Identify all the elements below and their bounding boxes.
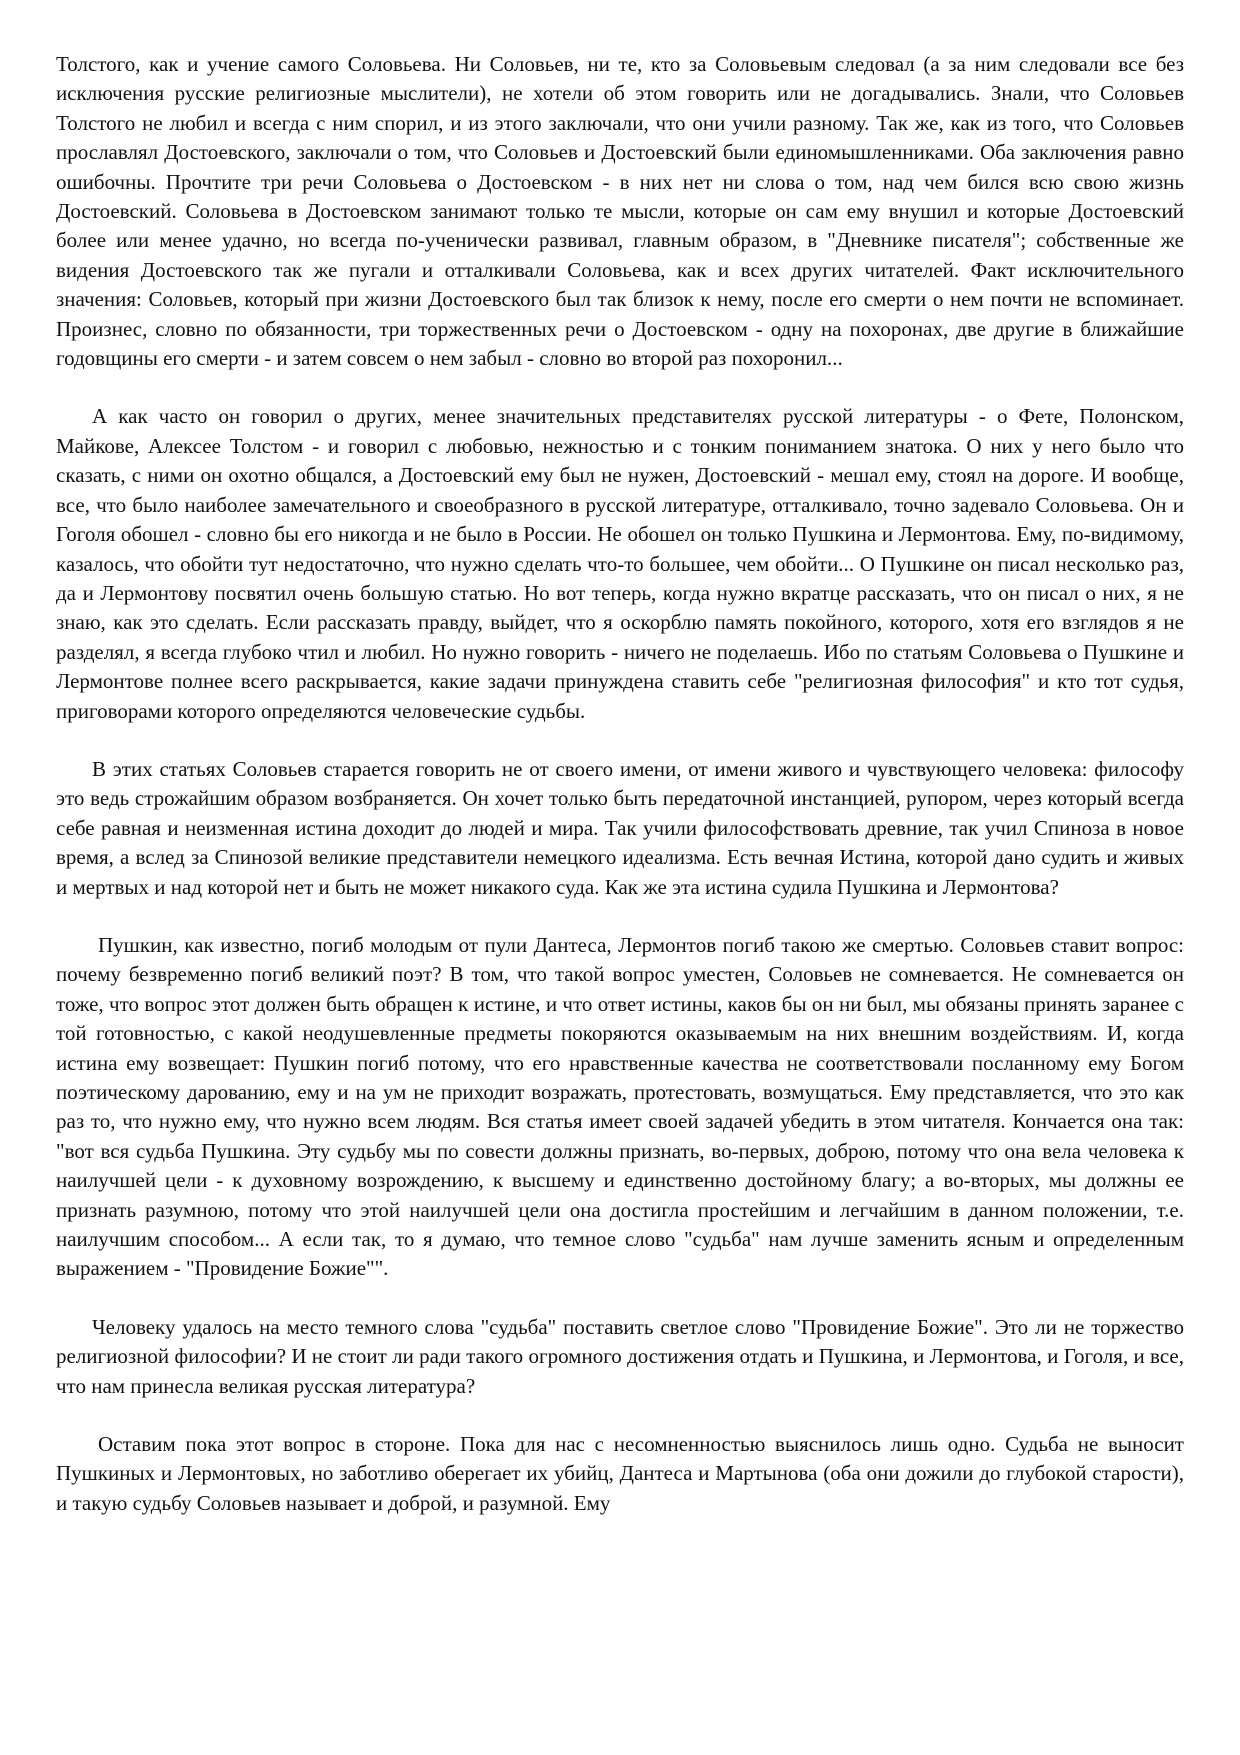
- paragraph-1: Толстого, как и учение самого Соловьева. Ни Соловьев, ни те, кто за Соловьевым следовал (а за ним следовали все без исключения русские религиозные мыслители), не хотели об этом говорить или не догадывались. Знали, что Соловьев Толстого не любил и всегда с ним спорил, и из этого заключали, что они учили разному. Так же, как из того, что Соловьев прославлял Достоевского, заключали о том, что Соловьев и Достоевский были единомышленниками. Оба заключения равно ошибочны. Прочтите три речи Соловьева о Достоевском - в них нет ни слова о том, над чем бился всю свою жизнь Достоевский. Соловьева в Достоевском занимают только те мысли, которые он сам ему внушил и которые Достоевский более или менее удачно, но всегда по-ученически развивал, главным образом, в "Дневнике писателя"; собственные же видения Достоевского так же пугали и отталкивали Соловьева, как и всех других читателей. Факт исключительного значения: Соловьев, который при жизни Достоевского был так близок к нему, после его смерти о нем почти не вспоминает. Произнес, словно по обязанности, три торжественных речи о Достоевском - одну на похоронах, две другие в ближайшие годовщины его смерти - и затем совсем о нем забыл - словно во второй раз похоронил...: [56, 52, 1184, 371]
- paragraph-5: Человеку удалось на место темного слова "судьба" поставить светлое слово "Провидение Божие". Это ли не торжество религиозной философии? И не стоит ли ради такого огромного достижения отдать и Пушкина, и Лермонтова, и Гоголя, и все, что нам принесла великая русская литература?: [56, 1314, 1184, 1398]
- paragraph-3: В этих статьях Соловьев старается говорить не от своего имени, от имени живого и чувствующего человека: философу это ведь строжайшим образом возбраняется. Он хочет только быть передаточной инстанцией, рупором, через который всегда себе равная и неизменная истина доходит до людей и мира. Так учили философствовать древние, так учил Спиноза в новое время, а вслед за Спинозой великие представители немецкого идеализма. Есть вечная Истина, которой дано судить и живых и мертвых и над которой нет и быть не может никакого суда. Как же эта истина судила Пушкина и Лермонтова?: [56, 756, 1184, 899]
- paragraph-2: А как часто он говорил о других, менее значительных представителях русской литературы - о Фете, Полонском, Майкове, Алексее Толстом - и говорил с любовью, нежностью и с тонким пониманием знатока. О них у него было что сказать, с ними он охотно общался, а Достоевский ему был не нужен, Достоевский - мешал ему, стоял на дороге. И вообще, все, что было наиболее замечательного и своеобразного в русской литературе, отталкивало, точно задевало Соловьева. Он и Гоголя обошел - словно бы его никогда и не было в России. Не обошел он только Пушкина и Лермонтова. Ему, по-видимому, казалось, что обойти тут недостаточно, что нужно сделать что-то большее, чем обойти... О Пушкине он писал несколько раз, да и Лермонтову посвятил очень большую статью. Но вот теперь, когда нужно вкратце рассказать, что он писал о них, я не знаю, как это сделать. Если рассказать правду, выйдет, что я оскорблю память покойного, которого, хотя его взглядов я не разделял, я всегда глубоко чтил и любил. Но нужно говорить - ничего не поделаешь. Ибо по статьям Соловьева о Пушкине и Лермонтове полнее всего раскрывается, какие задачи принуждена ставить себе "религиозная философия" и кто тот судья, приговорами которого определяются человеческие судьбы.: [56, 404, 1184, 723]
- paragraph-6: Оставим пока этот вопрос в стороне. Пока для нас с несомненностью выяснилось лишь одно. Судьба не выносит Пушкиных и Лермонтовых, но заботливо оберегает их убийц, Дантеса и Мартынова (оба они дожили до глубокой старости), и такую судьбу Соловьев называет и доброй, и разумной. Ему: [56, 1432, 1184, 1515]
- paragraph-4: Пушкин, как известно, погиб молодым от пули Дантеса, Лермонтов погиб такою же смертью. Соловьев ставит вопрос: почему безвременно погиб великий поэт? В том, что такой вопрос уместен, Соловьев не сомневается. Не сомневается он тоже, что вопрос этот должен быть обращен к истине, и что ответ истины, каков бы он ни был, мы обязаны принять заранее с той готовностью, с какой неодушевленные предметы покоряются оказываемым на них внешним воздействиям. И, когда истина ему возвещает: Пушкин погиб потому, что его нравственные качества не соответствовали посланному ему Богом поэтическому дарованию, ему и на ум не приходит возражать, протестовать, возмущаться. Ему представляется, что это как раз то, что нужно ему, что нужно всем людям. Вся статья имеет своей задачей убедить в этом читателя. Кончается она так: "вот вся судьба Пушкина. Эту судьбу мы по совести должны признать, во-первых, доброю, потому что она вела человека к наилучшей цели - к духовному возрождению, к высшему и единственно достойному благу; а во-вторых, мы должны ее признать разумною, потому что этой наилучшей цели она достигла простейшим и легчайшим в данном положении, т.е. наилучшим способом... А если так, то я думаю, что темное слово "судьба" нам лучше заменить ясным и определенным выражением - "Провидение Божие"".: [56, 932, 1184, 1281]
- document-page: [56, 50, 1184, 1547]
